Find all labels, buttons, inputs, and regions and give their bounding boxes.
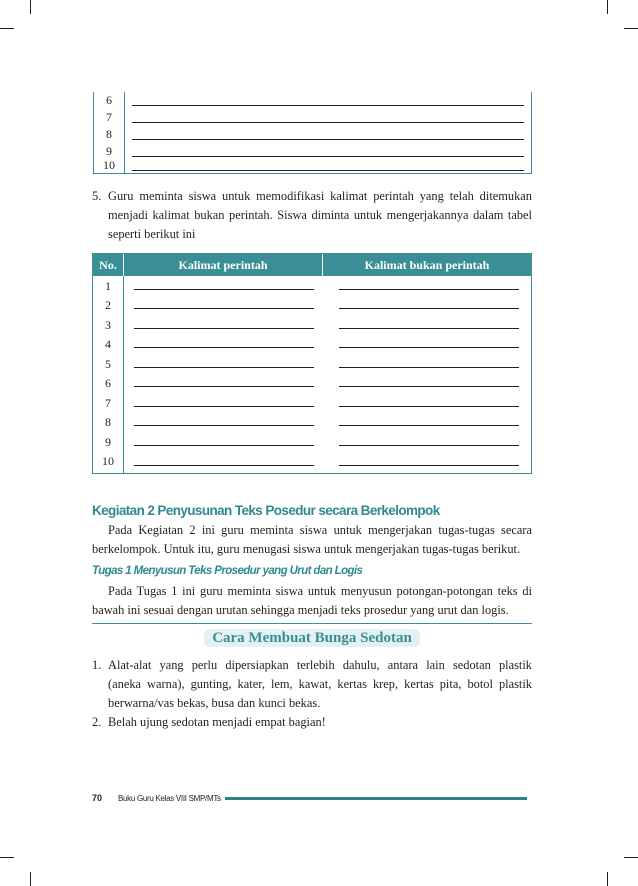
table-row-number: 1 xyxy=(105,279,111,293)
answer-line xyxy=(339,425,519,426)
text-line: seperti berikut ini xyxy=(108,227,196,241)
text-line: berkelompok. Untuk itu, guru menugasi siswa untuk mengerjakan tugas-tugas berikut. xyxy=(92,542,521,556)
answer-line xyxy=(132,156,524,157)
text-line: menjadi kalimat bukan perintah. Siswa diminta untuk mengerjakannya dalam tabel xyxy=(108,208,532,222)
tugas-paragraph xyxy=(92,582,532,620)
section-heading: Kegiatan 2 Penyusunan Teks Posedur secara Berkelompok xyxy=(92,503,440,518)
footer-bar xyxy=(225,797,527,800)
text-line: Pada Tugas 1 ini guru meminta siswa untuk menyusun potongan-potongan teks di xyxy=(108,584,532,598)
answer-line xyxy=(134,425,314,426)
answer-line xyxy=(134,347,314,348)
answer-line xyxy=(339,328,519,329)
text-line: berwarna/vas bekas, busa dan kunci bekas. xyxy=(108,696,321,710)
answer-line xyxy=(134,445,314,446)
crop-mark xyxy=(0,28,14,29)
text-line: (aneka warna), gunting, kater, lem, kawat, kertas krep, kertas pita, botol plastik xyxy=(108,677,532,691)
answer-line xyxy=(339,465,519,466)
top-table-row: 7 xyxy=(106,110,112,124)
top-table-row: 8 xyxy=(106,127,112,141)
step-number: 5. xyxy=(92,189,102,203)
answer-line xyxy=(134,367,314,368)
section-divider xyxy=(92,623,532,624)
table-row-number: 2 xyxy=(105,298,111,312)
answer-line xyxy=(339,308,519,309)
crop-mark xyxy=(607,0,608,14)
answer-line xyxy=(134,465,314,466)
procedure-item xyxy=(108,656,532,713)
item-number: 1. xyxy=(92,658,102,672)
answer-line xyxy=(134,386,314,387)
header-kalimat-bukan-perintah: Kalimat bukan perintah xyxy=(364,258,490,272)
table-row-number: 3 xyxy=(105,318,111,332)
answer-line xyxy=(339,406,519,407)
answer-line xyxy=(134,406,314,407)
step-5-text xyxy=(108,187,532,244)
crop-mark xyxy=(607,872,608,886)
top-table-divider xyxy=(124,92,125,173)
top-table xyxy=(93,92,532,174)
page-number: 70 xyxy=(92,793,103,803)
procedure-title-text: Cara Membuat Bunga Sedotan xyxy=(204,629,420,647)
text-line: Guru meminta siswa untuk memodifikasi kalimat perintah yang telah ditemukan xyxy=(108,189,532,203)
crop-mark xyxy=(624,28,638,29)
answer-line xyxy=(339,289,519,290)
header-divider xyxy=(322,254,323,276)
kegiatan-paragraph xyxy=(92,521,532,559)
crop-mark xyxy=(30,0,31,14)
procedure-title xyxy=(92,629,532,647)
procedure-item: Belah ujung sedotan menjadi empat bagian! xyxy=(108,715,326,729)
header-kalimat-perintah: Kalimat perintah xyxy=(178,258,268,272)
footer-title: Buku Guru Kelas VIII SMP/MTs xyxy=(118,794,221,803)
answer-line xyxy=(134,308,314,309)
text-line: Pada Kegiatan 2 ini guru meminta siswa untuk mengerjakan tugas-tugas secara xyxy=(108,523,532,537)
answer-line xyxy=(132,170,524,171)
answer-line xyxy=(134,328,314,329)
answer-line xyxy=(132,122,524,123)
table-divider xyxy=(123,276,124,473)
answer-line xyxy=(339,367,519,368)
answer-line xyxy=(134,289,314,290)
subsection-heading: Tugas 1 Menyusun Teks Prosedur yang Urut dan Logis xyxy=(92,565,363,577)
crop-mark xyxy=(624,857,638,858)
answer-line xyxy=(132,105,524,106)
answer-line xyxy=(339,347,519,348)
top-table-row: 9 xyxy=(106,144,112,158)
table-header xyxy=(93,254,531,276)
modification-table xyxy=(92,253,532,474)
table-row-number: 7 xyxy=(105,396,111,410)
answer-line xyxy=(339,445,519,446)
top-table-row: 10 xyxy=(103,158,115,172)
header-divider xyxy=(123,254,124,276)
table-row-number: 8 xyxy=(105,415,111,429)
header-no: No. xyxy=(99,258,117,272)
answer-line xyxy=(339,386,519,387)
top-table-row: 6 xyxy=(106,93,112,107)
crop-mark xyxy=(30,872,31,886)
table-row-number: 5 xyxy=(105,357,111,371)
table-row-number: 4 xyxy=(105,337,111,351)
item-number: 2. xyxy=(92,715,102,729)
table-row-number: 10 xyxy=(102,454,114,468)
text-line: bawah ini sesuai dengan urutan sehingga menjadi teks prosedur yang urut dan logis. xyxy=(92,603,509,617)
table-row-number: 6 xyxy=(105,376,111,390)
crop-mark xyxy=(0,857,14,858)
table-row-number: 9 xyxy=(105,435,111,449)
text-line: Alat-alat yang perlu dipersiapkan terlebih dahulu, antara lain sedotan plastik xyxy=(108,658,532,672)
answer-line xyxy=(132,139,524,140)
